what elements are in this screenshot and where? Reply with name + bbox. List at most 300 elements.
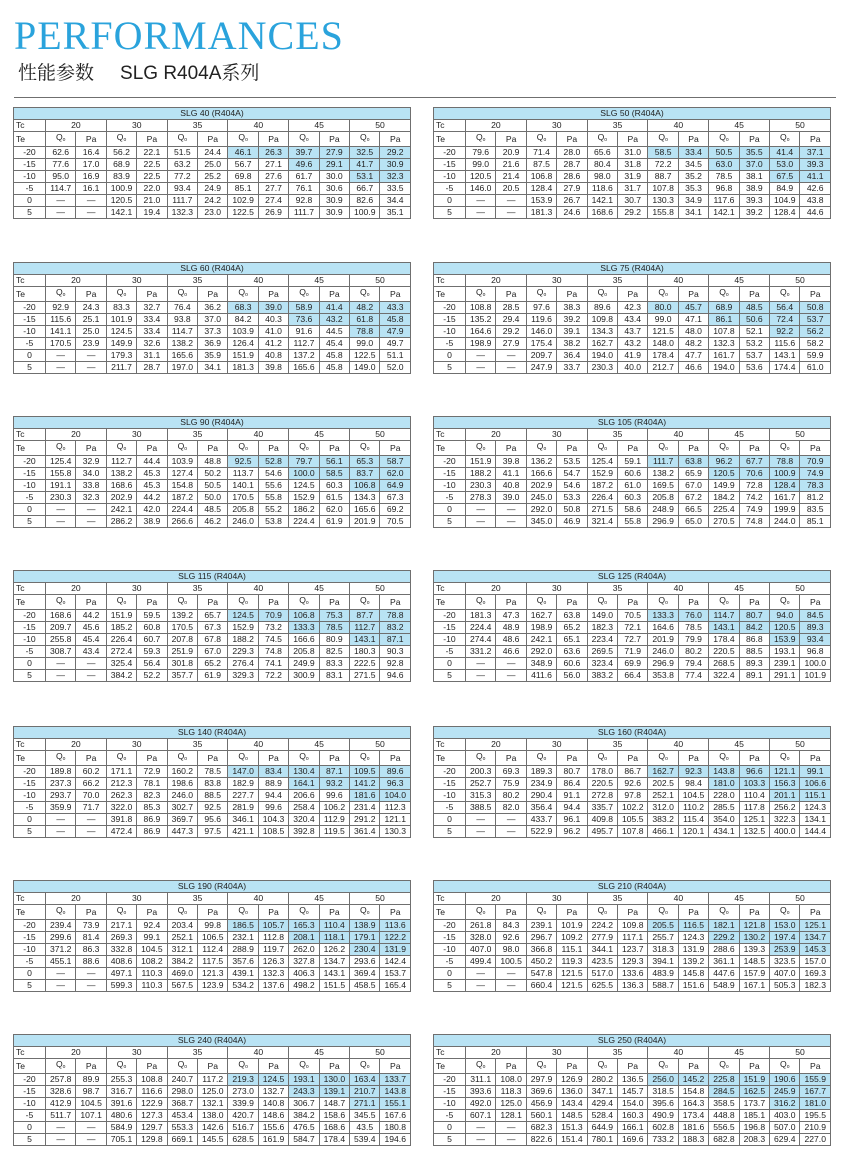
table-cell: 67.7	[739, 456, 769, 468]
te-value: 5	[14, 826, 46, 838]
table-row	[14, 480, 411, 492]
table-row	[434, 1074, 831, 1086]
table-cell: 141.2	[350, 778, 380, 790]
table-cell: 219.3	[228, 1074, 258, 1086]
table-title: SLG 75 (R404A)	[434, 263, 831, 275]
subtitle-cn: 性能参数	[18, 63, 95, 84]
table-cell: 142.4	[380, 956, 411, 968]
pa-header: Pa	[258, 287, 288, 302]
table-cell: 345.0	[526, 516, 556, 528]
table-cell: 136.2	[526, 456, 556, 468]
table-cell: 139.2	[167, 610, 197, 622]
table-cell: 80.9	[319, 634, 349, 646]
table-cell: 229.2	[709, 932, 739, 944]
table-cell: 70.6	[739, 468, 769, 480]
table-cell: 110.2	[678, 802, 708, 814]
table-cell: 517.0	[587, 968, 617, 980]
pa-header: Pa	[380, 905, 411, 920]
table-cell: 32.7	[137, 302, 167, 314]
table-cell: 138.0	[198, 1110, 228, 1122]
table-cell: 539.4	[350, 1134, 380, 1146]
table-cell: 125.1	[739, 814, 769, 826]
table-cell: 66.7	[350, 183, 380, 195]
q-header: $Q_o$	[466, 132, 496, 147]
table-cell: 224.4	[167, 504, 197, 516]
tc-header: 35	[167, 583, 228, 595]
table-cell: 68.9	[709, 302, 739, 314]
table-cell: 35.1	[380, 207, 411, 219]
table-cell: 56.7	[228, 159, 258, 171]
table-cell: 100.9	[106, 183, 136, 195]
table-cell: 37.3	[198, 326, 228, 338]
tc-header: 45	[709, 583, 770, 595]
table-cell: 30.6	[319, 183, 349, 195]
table-cell: 97.8	[618, 790, 648, 802]
q-header: $Q_o$	[526, 595, 556, 610]
table-cell: 25.0	[198, 159, 228, 171]
table-cell: 480.6	[106, 1110, 136, 1122]
table-cell: 41.4	[770, 147, 800, 159]
table-cell: 142.1	[709, 207, 739, 219]
pa-header: Pa	[258, 441, 288, 456]
table-cell: 45.8	[319, 362, 349, 374]
table-cell: 67.3	[380, 492, 411, 504]
table-cell: 48.5	[739, 302, 769, 314]
te-value: -15	[434, 932, 466, 944]
table-cell: 160.2	[167, 766, 197, 778]
table-cell: 154.8	[678, 1086, 708, 1098]
table-cell: 60.6	[618, 468, 648, 480]
table-cell: 99.6	[258, 802, 288, 814]
table-row	[14, 504, 411, 516]
pa-header: Pa	[496, 132, 526, 147]
table-cell: 60.7	[137, 634, 167, 646]
q-header: $Q_o$	[709, 595, 739, 610]
table-cell: 182.3	[587, 622, 617, 634]
table-cell: 59.5	[137, 610, 167, 622]
pa-header: Pa	[678, 132, 708, 147]
table-cell: —	[76, 504, 106, 516]
q-header: $Q_o$	[526, 751, 556, 766]
pa-header: Pa	[258, 1059, 288, 1074]
table-cell: 131.9	[678, 944, 708, 956]
table-cell: 96.3	[380, 778, 411, 790]
te-label: Te	[14, 132, 46, 147]
table-cell: 315.3	[466, 790, 496, 802]
te-value: 5	[14, 980, 46, 992]
tc-label: Tc	[434, 429, 466, 441]
table-cell: 31.8	[618, 159, 648, 171]
table-cell: 166.6	[526, 468, 556, 480]
table-cell: 58.2	[800, 338, 831, 350]
table-cell: 167.7	[800, 1086, 831, 1098]
table-cell: 490.9	[648, 1110, 678, 1122]
table-cell: 121.5	[557, 980, 587, 992]
table-cell: —	[466, 1134, 496, 1146]
table-cell: 188.2	[466, 468, 496, 480]
table-cell: 112.7	[350, 622, 380, 634]
table-cell: 70.5	[380, 516, 411, 528]
table-cell: 130.0	[319, 1074, 349, 1086]
pa-header: Pa	[380, 595, 411, 610]
table-cell: 584.7	[289, 1134, 319, 1146]
te-value: -10	[14, 1098, 46, 1110]
table-cell: 104.9	[770, 195, 800, 207]
table-cell: 59.9	[800, 350, 831, 362]
table-row	[434, 670, 831, 682]
q-header: $Q_o$	[167, 905, 197, 920]
table-cell: 117.6	[709, 195, 739, 207]
table-cell: 70.5	[618, 610, 648, 622]
te-value: -20	[434, 610, 466, 622]
table-cell: 164.3	[678, 1098, 708, 1110]
table-cell: 117.2	[198, 1074, 228, 1086]
pa-header: Pa	[678, 287, 708, 302]
table-cell: 74.9	[800, 468, 831, 480]
table-cell: 168.6	[587, 207, 617, 219]
table-cell: 143.8	[380, 1086, 411, 1098]
table-cell: 458.5	[350, 980, 380, 992]
table-cell: 178.0	[587, 766, 617, 778]
pa-header: Pa	[557, 751, 587, 766]
table-cell: 110.4	[319, 920, 349, 932]
table-cell: 99.0	[350, 338, 380, 350]
table-cell: 70.0	[76, 790, 106, 802]
table-cell: 142.1	[587, 195, 617, 207]
table-cell: 306.7	[289, 1098, 319, 1110]
table-cell: 122.5	[228, 207, 258, 219]
table-cell: 602.8	[648, 1122, 678, 1134]
tc-header: 40	[648, 583, 709, 595]
table-cell: 17.0	[76, 159, 106, 171]
q-header: $Q_o$	[167, 751, 197, 766]
pa-header: Pa	[198, 751, 228, 766]
table-cell: 63.2	[167, 159, 197, 171]
table-cell: 180.8	[380, 1122, 411, 1134]
table-cell: 103.9	[228, 326, 258, 338]
pa-header: Pa	[198, 595, 228, 610]
table-cell: 34.4	[380, 195, 411, 207]
table-cell: 132.3	[167, 207, 197, 219]
table-cell: 88.9	[258, 778, 288, 790]
pa-header: Pa	[678, 1059, 708, 1074]
table-cell: 245.0	[526, 492, 556, 504]
table-cell: 151.9	[106, 610, 136, 622]
q-header: $Q_o$	[770, 441, 800, 456]
table-cell: 65.7	[198, 610, 228, 622]
tc-header: 20	[466, 893, 527, 905]
q-header: $Q_o$	[228, 905, 258, 920]
table-cell: 284.5	[709, 1086, 739, 1098]
table-cell: 75.9	[496, 778, 526, 790]
table-cell: 151.6	[678, 980, 708, 992]
tc-header: 45	[289, 893, 350, 905]
table-cell: 44.6	[800, 207, 831, 219]
table-cell: 113.6	[380, 920, 411, 932]
table-cell: 46.1	[228, 147, 258, 159]
tc-header: 50	[350, 739, 411, 751]
performance-table	[13, 107, 411, 219]
table-cell: 35.9	[198, 350, 228, 362]
table-row	[14, 814, 411, 826]
table-cell: 155.8	[648, 207, 678, 219]
table-row	[434, 956, 831, 968]
table-cell: 88.7	[648, 171, 678, 183]
table-cell: 58.5	[648, 147, 678, 159]
table-cell: 339.9	[228, 1098, 258, 1110]
table-cell: —	[76, 207, 106, 219]
q-header: $Q_o$	[587, 751, 617, 766]
table-cell: 61.0	[618, 480, 648, 492]
table-cell: 227.7	[228, 790, 258, 802]
tc-label: Tc	[434, 583, 466, 595]
table-cell: 162.7	[648, 766, 678, 778]
table-cell: 256.0	[648, 1074, 678, 1086]
table-cell: —	[496, 1134, 526, 1146]
table-cell: 112.7	[106, 456, 136, 468]
table-title: SLG 240 (R404A)	[14, 1035, 411, 1047]
table-cell: 39.7	[289, 147, 319, 159]
table-cell: 107.8	[709, 326, 739, 338]
q-header: $Q_o$	[106, 751, 136, 766]
table-cell: 211.7	[106, 362, 136, 374]
q-header: $Q_o$	[228, 751, 258, 766]
table-cell: 255.8	[46, 634, 76, 646]
table-cell: 152.9	[289, 492, 319, 504]
page-title: PERFORMANCES	[14, 13, 344, 58]
table-cell: 60.8	[137, 622, 167, 634]
table-cell: 296.9	[648, 658, 678, 670]
table-cell: 27.9	[557, 183, 587, 195]
table-cell: 124.3	[678, 932, 708, 944]
tc-header: 40	[228, 739, 289, 751]
table-cell: 132.7	[258, 1086, 288, 1098]
q-header: $Q_o$	[106, 287, 136, 302]
table-cell: 83.9	[106, 171, 136, 183]
performance-table	[433, 726, 831, 838]
table-cell: 584.9	[106, 1122, 136, 1134]
te-value: -10	[434, 480, 466, 492]
table-cell: 53.7	[800, 314, 831, 326]
table-cell: 45.8	[319, 350, 349, 362]
table-cell: 100.0	[289, 468, 319, 480]
table-cell: 140.8	[258, 1098, 288, 1110]
te-label: Te	[434, 751, 466, 766]
table-cell: —	[496, 207, 526, 219]
table-cell: 406.3	[289, 968, 319, 980]
pa-header: Pa	[618, 751, 648, 766]
table-cell: 71.7	[76, 802, 106, 814]
table-cell: 421.1	[228, 826, 258, 838]
table-cell: 55.8	[258, 492, 288, 504]
performance-table	[13, 262, 411, 374]
table-cell: 354.0	[709, 814, 739, 826]
tc-header: 40	[228, 1047, 289, 1059]
table-cell: 40.8	[258, 350, 288, 362]
table-cell: 169.5	[648, 480, 678, 492]
table-cell: 198.9	[526, 622, 556, 634]
table-cell: 316.7	[106, 1086, 136, 1098]
table-cell: 357.6	[228, 956, 258, 968]
table-cell: 358.5	[709, 1098, 739, 1110]
tc-header: 20	[46, 893, 107, 905]
table-cell: 189.8	[46, 766, 76, 778]
table-row	[434, 362, 831, 374]
table-cell: 198.9	[466, 338, 496, 350]
table-cell: 599.3	[106, 980, 136, 992]
table-cell: 93.8	[167, 314, 197, 326]
table-cell: 78.3	[800, 480, 831, 492]
table-cell: 53.6	[739, 362, 769, 374]
table-cell: 439.1	[228, 968, 258, 980]
table-cell: —	[76, 670, 106, 682]
table-cell: 94.4	[557, 802, 587, 814]
table-cell: 115.1	[557, 944, 587, 956]
table-cell: 34.1	[678, 207, 708, 219]
table-row	[434, 1122, 831, 1134]
table-cell: 312.1	[167, 944, 197, 956]
table-cell: 119.3	[557, 956, 587, 968]
table-cell: 299.6	[46, 932, 76, 944]
pa-header: Pa	[76, 905, 106, 920]
table-cell: 166.1	[618, 1122, 648, 1134]
table-cell: 547.8	[526, 968, 556, 980]
pa-header: Pa	[678, 441, 708, 456]
table-cell: 448.8	[709, 1110, 739, 1122]
table-cell: 186.5	[228, 920, 258, 932]
q-header: $Q_o$	[46, 595, 76, 610]
table-cell: 92.4	[137, 920, 167, 932]
table-cell: 224.4	[289, 516, 319, 528]
table-cell: 48.6	[496, 634, 526, 646]
tc-header: 45	[289, 120, 350, 132]
table-cell: 201.9	[648, 634, 678, 646]
q-header: $Q_o$	[46, 751, 76, 766]
tc-header: 45	[709, 275, 770, 287]
table-cell: 220.5	[587, 778, 617, 790]
pa-header: Pa	[496, 595, 526, 610]
pa-header: Pa	[380, 441, 411, 456]
table-cell: 117.5	[198, 956, 228, 968]
q-header: $Q_o$	[106, 595, 136, 610]
table-cell: —	[496, 826, 526, 838]
tc-header: 40	[228, 429, 289, 441]
table-cell: 21.6	[496, 159, 526, 171]
table-cell: 181.3	[228, 362, 258, 374]
table-cell: 83.3	[319, 658, 349, 670]
table-cell: 30.0	[319, 171, 349, 183]
table-cell: 79.6	[466, 147, 496, 159]
table-cell: —	[76, 968, 106, 980]
table-cell: 24.4	[198, 147, 228, 159]
table-cell: 87.5	[526, 159, 556, 171]
table-row	[14, 147, 411, 159]
table-cell: 20.5	[496, 183, 526, 195]
pa-header: Pa	[258, 905, 288, 920]
table-cell: 202.9	[106, 492, 136, 504]
table-cell: 383.2	[648, 814, 678, 826]
table-cell: 188.3	[678, 1134, 708, 1146]
table-cell: 65.2	[557, 622, 587, 634]
table-cell: —	[46, 1122, 76, 1134]
table-cell: 108.0	[496, 1074, 526, 1086]
table-cell: 420.7	[228, 1110, 258, 1122]
table-cell: 22.1	[137, 147, 167, 159]
te-value: 5	[14, 1134, 46, 1146]
table-cell: 262.3	[106, 790, 136, 802]
table-cell: 47.9	[380, 326, 411, 338]
table-cell: 22.5	[137, 159, 167, 171]
table-cell: —	[46, 207, 76, 219]
table-cell: —	[496, 195, 526, 207]
table-row	[14, 944, 411, 956]
table-cell: 450.2	[526, 956, 556, 968]
tc-header: 20	[466, 1047, 527, 1059]
table-cell: 129.7	[137, 1122, 167, 1134]
table-cell: 138.9	[350, 920, 380, 932]
table-row	[434, 338, 831, 350]
table-row	[14, 646, 411, 658]
tc-label: Tc	[434, 1047, 466, 1059]
table-cell: 311.1	[466, 1074, 496, 1086]
table-cell: 44.4	[137, 456, 167, 468]
table-title: SLG 40 (R404A)	[14, 108, 411, 120]
table-cell: 660.4	[526, 980, 556, 992]
table-cell: 41.1	[496, 468, 526, 480]
table-cell: 121.5	[557, 968, 587, 980]
pa-header: Pa	[496, 1059, 526, 1074]
te-value: -15	[434, 159, 466, 171]
te-value: -20	[434, 920, 466, 932]
te-value: -10	[434, 944, 466, 956]
table-cell: 138.2	[648, 468, 678, 480]
te-value: -20	[434, 147, 466, 159]
table-row	[434, 302, 831, 314]
te-value: -10	[434, 171, 466, 183]
table-cell: 152.9	[587, 468, 617, 480]
table-cell: 92.8	[289, 195, 319, 207]
table-cell: 89.3	[739, 658, 769, 670]
pa-header: Pa	[800, 132, 831, 147]
table-cell: 320.4	[289, 814, 319, 826]
table-cell: 156.3	[770, 778, 800, 790]
table-cell: 201.1	[770, 790, 800, 802]
table-cell: 70.9	[258, 610, 288, 622]
table-row	[14, 183, 411, 195]
table-cell: 125.0	[496, 1098, 526, 1110]
table-cell: 126.3	[258, 956, 288, 968]
table-cell: 322.3	[770, 814, 800, 826]
table-cell: 72.2	[258, 670, 288, 682]
table-cell: 301.8	[167, 658, 197, 670]
q-header: $Q_o$	[648, 441, 678, 456]
te-value: 0	[14, 350, 46, 362]
table-cell: 92.3	[678, 766, 708, 778]
table-cell: 122.9	[137, 1098, 167, 1110]
tc-header: 20	[466, 275, 527, 287]
table-cell: 100.5	[496, 956, 526, 968]
te-value: -10	[14, 790, 46, 802]
table-cell: 181.0	[709, 778, 739, 790]
table-cell: 332.8	[106, 944, 136, 956]
table-cell: 53.2	[739, 338, 769, 350]
table-cell: 239.1	[526, 920, 556, 932]
table-row	[14, 492, 411, 504]
table-cell: 318.5	[648, 1086, 678, 1098]
table-cell: 39.3	[800, 159, 831, 171]
table-row	[434, 1086, 831, 1098]
table-row	[434, 195, 831, 207]
